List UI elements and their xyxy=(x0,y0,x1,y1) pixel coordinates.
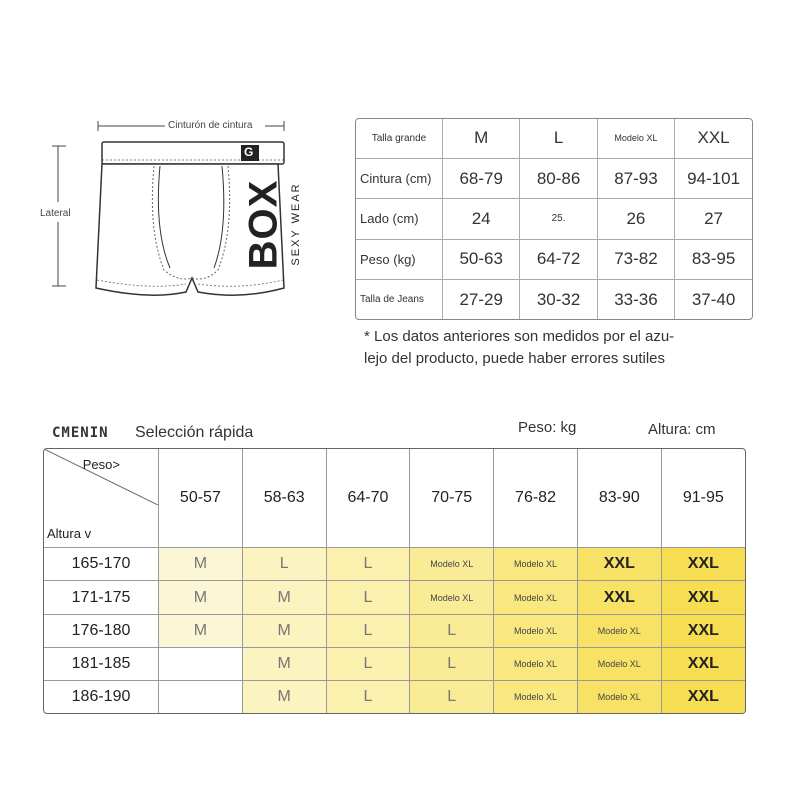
weight-header: 83-90 xyxy=(577,449,661,548)
size-cell: 33-36 xyxy=(597,280,674,319)
size-row-label: Lado (cm) xyxy=(356,199,443,239)
size-recommendation-cell: XXL xyxy=(661,647,745,680)
size-recommendation-cell: L xyxy=(410,681,494,713)
size-header-row xyxy=(356,119,752,158)
note-line: lejo del producto, puede haber errores sutiles xyxy=(364,350,666,367)
measurement-note xyxy=(364,326,744,370)
size-cell: 26 xyxy=(597,199,674,239)
size-cell: 25. xyxy=(520,199,597,239)
size-recommendation-cell: Modelo XL xyxy=(494,681,578,713)
size-recommendation-cell: L xyxy=(326,581,410,614)
size-recommendation-cell: Modelo XL xyxy=(577,681,661,713)
size-cell: 24 xyxy=(443,199,520,239)
weight-header: 64-70 xyxy=(326,449,410,548)
size-recommendation-cell: Modelo XL xyxy=(494,548,578,581)
size-cell: 37-40 xyxy=(675,280,752,319)
size-recommendation-cell: L xyxy=(410,647,494,680)
size-cell: 64-72 xyxy=(520,239,597,279)
logo-mark: G xyxy=(244,145,254,159)
size-recommendation-cell: L xyxy=(326,548,410,581)
weight-unit-label: Peso: kg xyxy=(518,419,577,436)
size-cell: 30-32 xyxy=(520,280,597,319)
quick-row xyxy=(44,614,745,647)
size-recommendation-cell: Modelo XL xyxy=(577,647,661,680)
quick-selection-table xyxy=(43,448,746,714)
size-recommendation-cell: XXL xyxy=(661,581,745,614)
size-recommendation-cell: M xyxy=(242,647,326,680)
height-range-cell: 181-185 xyxy=(44,647,159,680)
quick-header-row xyxy=(44,449,745,548)
size-cell: 27-29 xyxy=(443,280,520,319)
size-recommendation-cell: L xyxy=(326,647,410,680)
size-row xyxy=(356,280,752,319)
size-cell: 87-93 xyxy=(597,158,674,198)
weight-axis-label: Peso> xyxy=(82,457,120,472)
size-row xyxy=(356,158,752,198)
size-cell: 73-82 xyxy=(597,239,674,279)
size-recommendation-cell: L xyxy=(326,681,410,713)
size-cell: 27 xyxy=(675,199,752,239)
size-cell: 83-95 xyxy=(675,239,752,279)
height-unit-label: Altura: cm xyxy=(648,421,716,438)
size-recommendation-cell xyxy=(159,681,243,713)
quick-row xyxy=(44,581,745,614)
size-header-cell: Modelo XL xyxy=(597,119,674,158)
quick-row xyxy=(44,548,745,581)
size-recommendation-cell xyxy=(159,647,243,680)
size-recommendation-cell: XXL xyxy=(577,581,661,614)
size-header-cell: Talla grande xyxy=(356,119,443,158)
size-header-cell: XXL xyxy=(675,119,752,158)
height-range-cell: 176-180 xyxy=(44,614,159,647)
size-recommendation-cell: L xyxy=(410,614,494,647)
quick-selection-title: Selección rápida xyxy=(135,424,254,441)
size-header-cell: L xyxy=(520,119,597,158)
side-label: Lateral xyxy=(40,208,71,219)
size-row xyxy=(356,199,752,239)
note-line: * Los datos anteriores son medidos por el azu- xyxy=(364,328,675,345)
size-row-label: Peso (kg) xyxy=(356,239,443,279)
size-recommendation-cell: Modelo XL xyxy=(494,647,578,680)
weight-header: 50-57 xyxy=(159,449,243,548)
size-recommendation-cell: L xyxy=(242,548,326,581)
quick-row xyxy=(44,681,745,713)
corner-cell xyxy=(44,449,159,548)
quick-row xyxy=(44,647,745,680)
size-recommendation-cell: Modelo XL xyxy=(494,614,578,647)
height-range-cell: 171-175 xyxy=(44,581,159,614)
size-recommendation-cell: M xyxy=(159,614,243,647)
size-recommendation-cell: XXL xyxy=(577,548,661,581)
height-range-cell: 186-190 xyxy=(44,681,159,713)
underwear-illustration xyxy=(30,110,320,310)
size-recommendation-cell: Modelo XL xyxy=(494,581,578,614)
size-recommendation-cell: L xyxy=(326,614,410,647)
size-row xyxy=(356,239,752,279)
brand-logo: CMENIN xyxy=(52,425,109,441)
size-row-label: Talla de Jeans xyxy=(356,280,443,319)
size-recommendation-cell: M xyxy=(242,681,326,713)
weight-header: 70-75 xyxy=(410,449,494,548)
size-recommendation-cell: M xyxy=(159,548,243,581)
size-recommendation-cell: XXL xyxy=(661,614,745,647)
size-recommendation-cell: XXL xyxy=(661,548,745,581)
size-cell: 50-63 xyxy=(443,239,520,279)
height-range-cell: 165-170 xyxy=(44,548,159,581)
size-recommendation-cell: Modelo XL xyxy=(410,581,494,614)
size-chart-table xyxy=(355,118,753,320)
size-recommendation-cell: M xyxy=(242,614,326,647)
box-print: BOX xyxy=(241,179,286,270)
size-cell: 68-79 xyxy=(443,158,520,198)
size-recommendation-cell: XXL xyxy=(661,681,745,713)
size-recommendation-cell: Modelo XL xyxy=(577,614,661,647)
waistband-label: Cinturón de cintura xyxy=(168,120,253,131)
weight-header: 91-95 xyxy=(661,449,745,548)
size-cell: 94-101 xyxy=(675,158,752,198)
sexy-wear-print: SEXY WEAR xyxy=(290,182,302,266)
size-header-cell: M xyxy=(443,119,520,158)
weight-header: 76-82 xyxy=(494,449,578,548)
size-recommendation-cell: M xyxy=(159,581,243,614)
size-cell: 80-86 xyxy=(520,158,597,198)
size-recommendation-cell: M xyxy=(242,581,326,614)
weight-header: 58-63 xyxy=(242,449,326,548)
size-recommendation-cell: Modelo XL xyxy=(410,548,494,581)
height-axis-label: Altura v xyxy=(47,526,92,542)
size-row-label: Cintura (cm) xyxy=(356,158,443,198)
